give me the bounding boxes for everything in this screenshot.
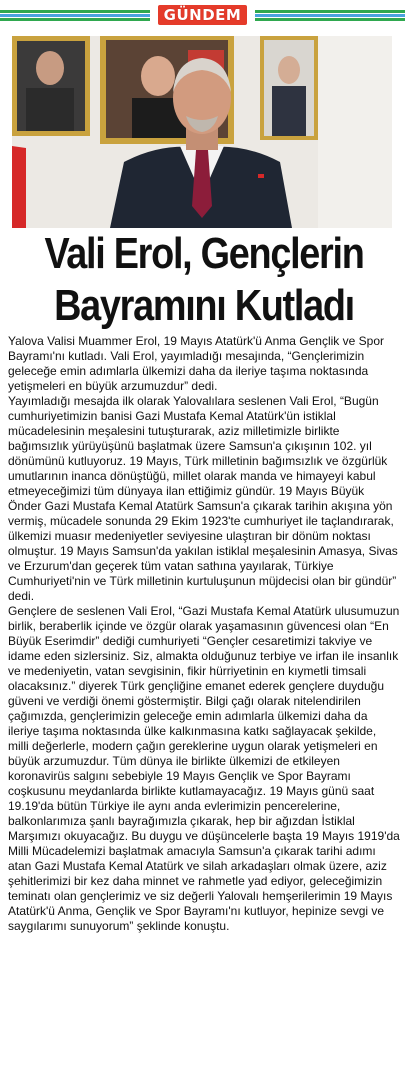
wall-portrait-left [12,36,90,136]
section-header [0,0,405,30]
section-badge [150,6,255,24]
article-paragraph: Gençlere de seslenen Vali Erol, “Gazi Mustafa Kemal Atatürk ulusumuzun birlik, beraberlik içinde ve özgür olarak yaşamasının güvencesi olan “En Büyük Eserimdir” dediği cumhuriyeti “Gençler cesaretimizi takviye ve idame eden sizlersiniz. Siz, almakta olduğunuz terbiye ve irfan ile insanlık ve medeniyetin, vatan sevgisinin, fikir hürriyetinin en kıymetli timsali olacaksınız.” diyerek Türk gençliğine emanet ederek gençlere duyduğu güveni ve verdiği önemi göstermiştir. Bilgi çağı olarak nitelendirilen çağımızda, gençlerimizin geleceğe emin adımlarla ülkemizi daha da ileriye taşıma noktasında ülke kalkınmasına katkı sağlayacak şekilde, milli değerlerle, modern çağın gereklerine uygun olarak yetişmeleri en büyük arzumuzdur. Tüm dünya ile birlikte ülkemizi de etkileyen koronavirüs salgını sebebiyle 19 Mayıs Gençlik ve Spor Bayramı coşkusunu meydanlarda birlikte kutlamayacağız. 19 Mayıs günü saat 19.19'da bütün Türkiye ile aynı anda evlerimizin pencerelerine, balkonlarımıza şanlı bayrağımızla çıkarak, hep bir ağızdan İstiklal Marşımızı okuyacağız. Bu duygu ve düşüncelerle başta 19 Mayıs 1919'da Milli Mücadelemizi başlatmak amacıyla Samsun'a çıkarak tarihi adımı atan Gazi Mustafa Kemal Atatürk ve silah arkadaşları olmak üzere, aziz şehitlerimizi bir kez daha minnet ve rahmetle yad ediyor, geleceğimizin teminatı olan gençlerimiz ve siz değerli Yalovalı hemşerilerimin 19 Mayıs Atatürk'ü Anma, Gençlik ve Spor Bayramı'nı kutluyor, hepinize sevgi ve saygılarımı sunuyorum” şeklinde konuştu. [8,604,400,933]
turkish-flag [12,146,26,228]
wall-portrait-right [260,36,318,140]
headline-line-2: Bayramını Kutladı [54,281,354,330]
article-paragraph: Yalova Valisi Muammer Erol, 19 Mayıs Atatürk'ü Anma Gençlik ve Spor Bayramı'nı kutladı. Vali Erol, yayımladığı mesajında, “Gençlerimizin geleceğe emin adımlarla ülkemizi daha da ileriye taşıma noktasında yetişmeleri en büyük arzumuzdur” dedi. [8,334,384,393]
article-body [8,334,400,934]
section-label: GÜNDEM [158,5,248,25]
headline-line-1: Vali Erol, Gençlerin [44,229,364,278]
article-paragraph: Yayımladığı mesajda ilk olarak Yalovalılara seslenen Vali Erol, “Bugün cumhuriyetimizin banisi Gazi Mustafa Kemal Atatürk'ün istiklal mücadelesinin meşalesini tutuşturarak, aziz milletimizle birlikte bağımsızlık yürüyüşünü başlatmak üzere Samsun'a çıkışının 102. yıl dönümünü kutluyoruz. 19 Mayıs, Türk milletinin bağımsızlık ve özgürlük umutlarının inanca dönüştüğü, millet olarak manda ve himayeyi kabul etmeyeceğimizi tüm dünyaya ilan ettiğimiz gündür. 19 Mayıs Büyük Önder Gazi Mustafa Kemal Atatürk Samsun'a çıkarak tarihin akışına yön vermiş, mücadele sonunda 29 Ekim 1923'te cumhuriyet ile taçlandırarak, ülkemizi muasır medeniyetler seviyesine ulaştıran bir dönüm noktası olmuştur. 19 Mayıs Samsun'da yakılan istiklal meşalesinin Amasya, Sivas ve Erzurum'dan geçerek tüm vatan sathına yayılarak, Türkiye Cumhuriyeti'nin ve Türk milletinin kurtuluşunun müjdecisi olan bir gündür” dedi. [8,394,398,603]
headline [35,228,372,332]
article-photo [12,36,392,228]
